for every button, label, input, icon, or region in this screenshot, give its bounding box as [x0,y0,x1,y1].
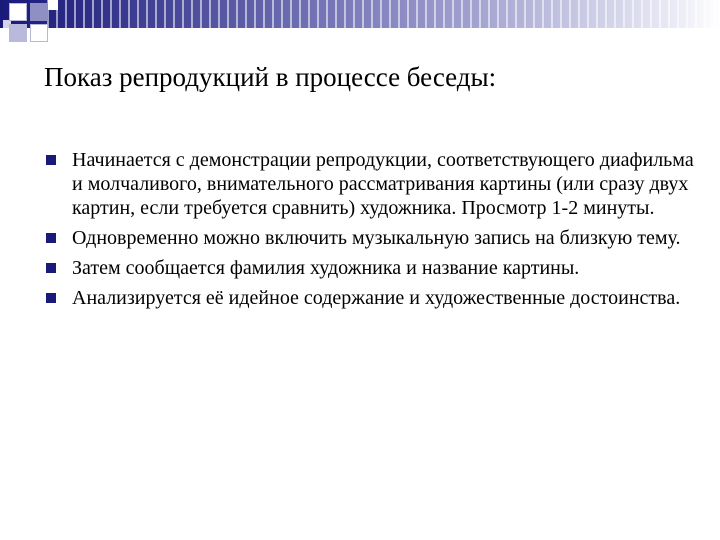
decor-square [30,24,48,42]
list-item [44,148,694,220]
square-bullet-icon [46,155,56,165]
decor-square [48,0,58,10]
bullet-list [44,148,694,316]
list-item [44,256,694,280]
square-bullet-icon [46,293,56,303]
list-item [44,226,694,250]
bullet-text: Начинается с демонстрации репродукции, соответствующего диафильма и молчаливого, внимательного рассматривания картины (или сразу двух картин, если требуется сравнить) художника. Просмотр 1-2 минуты. [72,149,694,219]
decor-square [30,3,48,21]
header-gradient-band [0,0,720,28]
square-bullet-icon [46,263,56,273]
bullet-text: Анализируется её идейное содержание и художественные достоинства. [72,287,681,309]
list-item [44,286,694,310]
band-stripes [40,0,720,28]
bullet-text: Затем сообщается фамилия художника и название картины. [72,257,580,279]
decor-square [9,24,27,42]
bullet-text: Одновременно можно включить музыкальную запись на близкую тему. [72,227,681,249]
square-bullet-icon [46,233,56,243]
decor-square [9,3,27,21]
slide-title: Показ репродукций в процессе беседы: [44,62,497,92]
